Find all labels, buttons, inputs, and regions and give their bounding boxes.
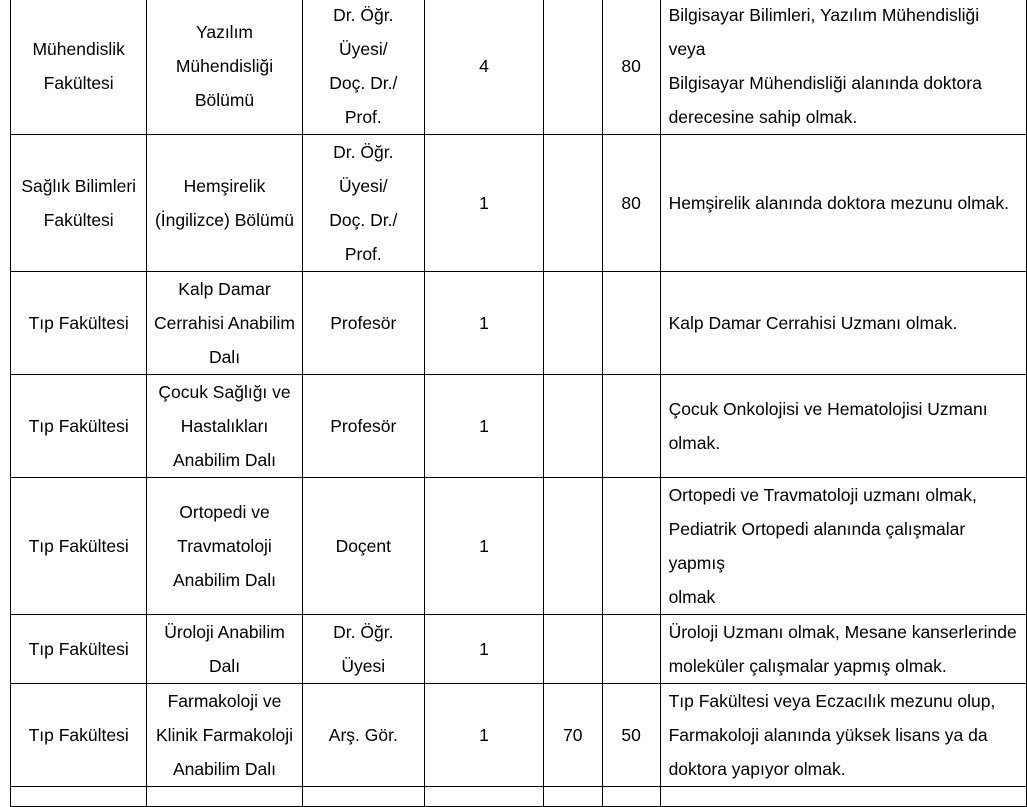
table-row	[11, 272, 1027, 375]
department-cell: Çocuk Sağlığı ve Hastalıkları Anabilim Dalı	[147, 375, 302, 478]
staff-positions-table	[10, 0, 1027, 807]
faculty-cell: Tıp Fakültesi	[11, 478, 147, 615]
empty-cell	[147, 787, 302, 807]
ales-cell	[543, 272, 602, 375]
conditions-cell: Tıp Fakültesi veya Eczacılık mezunu olup, Farmakoloji alanında yüksek lisans ya da doktora yapıyor olmak.	[660, 684, 1026, 787]
language-score-cell: 80	[602, 135, 660, 272]
faculty-cell: Tıp Fakültesi	[11, 375, 147, 478]
department-cell: Ortopedi ve Travmatoloji Anabilim Dalı	[147, 478, 302, 615]
title-cell: Dr. Öğr. Üyesi/ Doç. Dr./ Prof.	[302, 135, 424, 272]
faculty-cell: Tıp Fakültesi	[11, 272, 147, 375]
conditions-cell: Çocuk Onkolojisi ve Hematolojisi Uzmanı olmak.	[660, 375, 1026, 478]
ales-cell	[543, 615, 602, 684]
count-cell: 1	[424, 615, 543, 684]
title-cell: Arş. Gör.	[302, 684, 424, 787]
count-cell: 1	[424, 135, 543, 272]
faculty-cell: Tıp Fakültesi	[11, 684, 147, 787]
language-score-cell	[602, 375, 660, 478]
ales-cell	[543, 0, 602, 135]
count-cell: 1	[424, 478, 543, 615]
department-cell: Üroloji Anabilim Dalı	[147, 615, 302, 684]
conditions-cell: Bilgisayar Bilimleri, Yazılım Mühendisliği veya Bilgisayar Mühendisliği alanında doktora derecesine sahip olmak.	[660, 0, 1026, 135]
faculty-cell: Tıp Fakültesi	[11, 615, 147, 684]
count-cell: 1	[424, 375, 543, 478]
conditions-cell: Üroloji Uzmanı olmak, Mesane kanserlerinde moleküler çalışmalar yapmış olmak.	[660, 615, 1026, 684]
empty-cell	[660, 787, 1026, 807]
language-score-cell	[602, 272, 660, 375]
department-cell: Kalp Damar Cerrahisi Anabilim Dalı	[147, 272, 302, 375]
title-cell: Profesör	[302, 375, 424, 478]
empty-cell	[424, 787, 543, 807]
empty-cell	[543, 787, 602, 807]
title-cell: Dr. Öğr. Üyesi/ Doç. Dr./ Prof.	[302, 0, 424, 135]
ales-cell	[543, 135, 602, 272]
language-score-cell: 80	[602, 0, 660, 135]
faculty-cell: Mühendislik Fakültesi	[11, 0, 147, 135]
ales-cell	[543, 375, 602, 478]
table-row	[11, 478, 1027, 615]
language-score-cell	[602, 478, 660, 615]
title-cell: Dr. Öğr. Üyesi	[302, 615, 424, 684]
table-row	[11, 375, 1027, 478]
count-cell: 1	[424, 272, 543, 375]
faculty-cell: Sağlık Bilimleri Fakültesi	[11, 135, 147, 272]
empty-cell	[302, 787, 424, 807]
language-score-cell	[602, 615, 660, 684]
table-row	[11, 615, 1027, 684]
conditions-cell: Hemşirelik alanında doktora mezunu olmak.	[660, 135, 1026, 272]
table-row	[11, 787, 1027, 807]
ales-cell	[543, 478, 602, 615]
conditions-cell: Kalp Damar Cerrahisi Uzmanı olmak.	[660, 272, 1026, 375]
conditions-cell: Ortopedi ve Travmatoloji uzmanı olmak, Pediatrik Ortopedi alanında çalışmalar yapmış olmak	[660, 478, 1026, 615]
ales-cell: 70	[543, 684, 602, 787]
count-cell: 4	[424, 0, 543, 135]
department-cell: Farmakoloji ve Klinik Farmakoloji Anabilim Dalı	[147, 684, 302, 787]
department-cell: Hemşirelik (İngilizce) Bölümü	[147, 135, 302, 272]
language-score-cell: 50	[602, 684, 660, 787]
table-row	[11, 0, 1027, 135]
table-body	[11, 0, 1027, 807]
empty-cell	[11, 787, 147, 807]
department-cell: Yazılım Mühendisliği Bölümü	[147, 0, 302, 135]
table-row	[11, 135, 1027, 272]
table-row	[11, 684, 1027, 787]
empty-cell	[602, 787, 660, 807]
title-cell: Doçent	[302, 478, 424, 615]
title-cell: Profesör	[302, 272, 424, 375]
count-cell: 1	[424, 684, 543, 787]
